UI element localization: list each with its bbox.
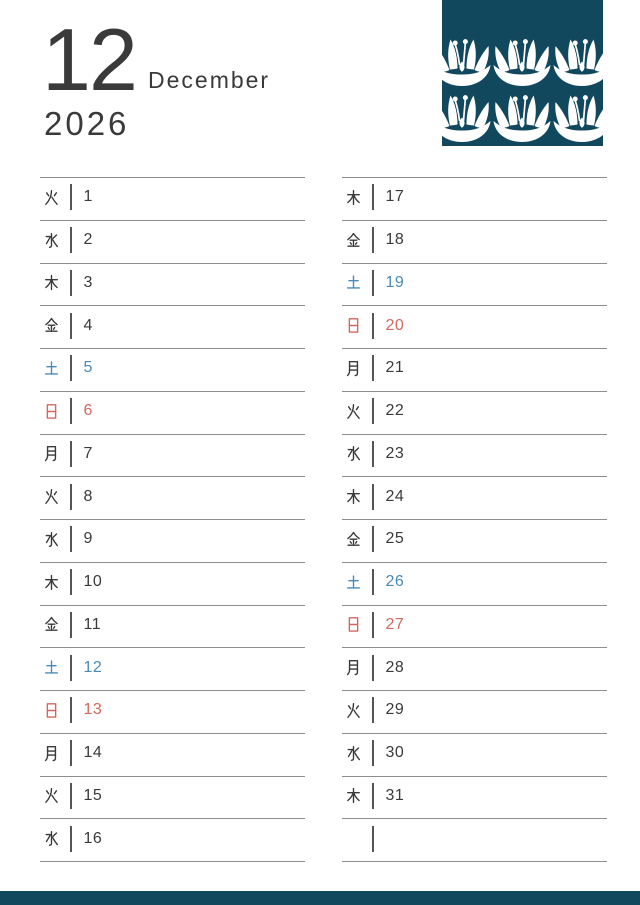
calendar-row-dec-1: [40, 178, 305, 221]
weekday-kanji-mon: [43, 445, 60, 462]
month-name: December: [148, 67, 271, 93]
weekday-kanji-mon: [345, 360, 362, 377]
date-number: 18: [385, 231, 405, 249]
weekday-kanji-wed: [43, 830, 60, 847]
calendar-row-dec-29: [342, 691, 607, 734]
row-separator-bar: [70, 526, 72, 552]
date-number: 24: [385, 487, 405, 505]
date-number: 29: [385, 701, 405, 719]
calendar-row-dec-28: [342, 648, 607, 691]
date-number: 4: [83, 316, 93, 334]
date-number: 7: [83, 444, 93, 462]
weekday-kanji-fri: [43, 317, 60, 334]
calendar-row-dec-5: [40, 349, 305, 392]
date-number: 20: [385, 316, 405, 334]
weekday-kanji-mon: [345, 659, 362, 676]
weekday-kanji-wed: [43, 531, 60, 548]
calendar-row-dec-14: [40, 734, 305, 777]
calendar-row-dec-10: [40, 563, 305, 606]
date-number: 26: [385, 573, 405, 591]
weekday-kanji-fri: [43, 616, 60, 633]
row-separator-bar: [372, 612, 374, 638]
calendar-row-dec-9: [40, 520, 305, 563]
row-separator-bar: [372, 355, 374, 381]
row-separator-bar: [70, 826, 72, 852]
date-number: 27: [385, 615, 405, 633]
weekday-kanji-wed: [345, 745, 362, 762]
calendar-row-dec-6: [40, 392, 305, 435]
calendar-row-dec-22: [342, 392, 607, 435]
date-number: 12: [83, 658, 103, 676]
weekday-kanji-thu: [345, 189, 362, 206]
weekday-kanji-sat: [43, 659, 60, 676]
weekday-kanji-thu: [345, 488, 362, 505]
calendar-row-dec-25: [342, 520, 607, 563]
row-separator-bar: [372, 697, 374, 723]
row-separator-bar: [70, 313, 72, 339]
date-number: 8: [83, 487, 93, 505]
weekday-kanji-blank: [345, 830, 362, 847]
calendar-row-dec-7: [40, 435, 305, 478]
date-number: 31: [385, 786, 405, 804]
lotus-flower-icon: [442, 0, 603, 146]
weekday-kanji-sat: [345, 274, 362, 291]
lotus-pattern-block: [442, 0, 603, 146]
calendar-column-left: [40, 177, 305, 862]
row-separator-bar: [70, 184, 72, 210]
row-separator-bar: [70, 783, 72, 809]
date-number: 21: [385, 359, 405, 377]
weekday-kanji-fri: [345, 531, 362, 548]
date-number: 1: [83, 188, 93, 206]
weekday-kanji-tue: [43, 787, 60, 804]
calendar-row-dec-31: [342, 777, 607, 820]
row-separator-bar: [372, 184, 374, 210]
calendar-column-right: [342, 177, 607, 862]
row-separator-bar: [70, 740, 72, 766]
calendar-row-dec-12: [40, 648, 305, 691]
weekday-kanji-sat: [43, 360, 60, 377]
row-separator-bar: [70, 270, 72, 296]
weekday-kanji-wed: [345, 445, 362, 462]
calendar-row-dec-21: [342, 349, 607, 392]
calendar-row-dec-20: [342, 306, 607, 349]
row-separator-bar: [372, 826, 374, 852]
weekday-kanji-mon: [43, 745, 60, 762]
row-separator-bar: [372, 783, 374, 809]
weekday-kanji-thu: [345, 787, 362, 804]
calendar-row-dec-27: [342, 606, 607, 649]
row-separator-bar: [70, 355, 72, 381]
calendar-row-dec-15: [40, 777, 305, 820]
row-separator-bar: [70, 697, 72, 723]
date-number: 9: [83, 530, 93, 548]
weekday-kanji-thu: [43, 274, 60, 291]
year: 2026: [44, 105, 130, 142]
calendar-row-dec-8: [40, 477, 305, 520]
date-number: 10: [83, 573, 103, 591]
weekday-kanji-sat: [345, 574, 362, 591]
calendar-row-dec-23: [342, 435, 607, 478]
month-number: 12: [42, 10, 136, 109]
calendar-row-dec-2: [40, 221, 305, 264]
row-separator-bar: [372, 740, 374, 766]
row-separator-bar: [70, 441, 72, 467]
calendar-row-dec-17: [342, 178, 607, 221]
date-number: 25: [385, 530, 405, 548]
weekday-kanji-tue: [43, 189, 60, 206]
row-separator-bar: [372, 655, 374, 681]
date-number: 23: [385, 444, 405, 462]
row-separator-bar: [70, 484, 72, 510]
date-number: 6: [83, 402, 93, 420]
weekday-kanji-sun: [345, 317, 362, 334]
date-number: 30: [385, 744, 405, 762]
date-number: 3: [83, 273, 93, 291]
date-number: 2: [83, 231, 93, 249]
row-separator-bar: [372, 484, 374, 510]
weekday-kanji-fri: [345, 232, 362, 249]
row-separator-bar: [70, 569, 72, 595]
row-separator-bar: [372, 526, 374, 552]
row-separator-bar: [70, 398, 72, 424]
row-separator-bar: [70, 655, 72, 681]
footer-accent-bar: [0, 891, 640, 905]
weekday-kanji-tue: [345, 403, 362, 420]
calendar-row-dec-26: [342, 563, 607, 606]
weekday-kanji-tue: [43, 488, 60, 505]
row-separator-bar: [70, 227, 72, 253]
date-number: 13: [83, 701, 103, 719]
weekday-kanji-wed: [43, 232, 60, 249]
row-separator-bar: [372, 313, 374, 339]
weekday-kanji-sun: [43, 702, 60, 719]
date-number: 17: [385, 188, 405, 206]
weekday-kanji-tue: [345, 702, 362, 719]
row-separator-bar: [372, 270, 374, 296]
row-separator-bar: [70, 612, 72, 638]
row-separator-bar: [372, 398, 374, 424]
date-number: 22: [385, 402, 405, 420]
date-number: 16: [83, 829, 103, 847]
calendar-row-empty: [342, 819, 607, 862]
date-number: 28: [385, 658, 405, 676]
weekday-kanji-sun: [345, 616, 362, 633]
calendar-row-dec-16: [40, 819, 305, 862]
date-number: 14: [83, 744, 103, 762]
calendar-row-dec-11: [40, 606, 305, 649]
weekday-kanji-thu: [43, 574, 60, 591]
calendar-row-dec-30: [342, 734, 607, 777]
calendar-row-dec-4: [40, 306, 305, 349]
calendar-row-dec-19: [342, 264, 607, 307]
calendar-row-dec-13: [40, 691, 305, 734]
weekday-kanji-sun: [43, 403, 60, 420]
date-number: 19: [385, 273, 405, 291]
calendar-row-dec-3: [40, 264, 305, 307]
row-separator-bar: [372, 441, 374, 467]
calendar-row-dec-24: [342, 477, 607, 520]
date-number: 15: [83, 786, 103, 804]
row-separator-bar: [372, 569, 374, 595]
row-separator-bar: [372, 227, 374, 253]
date-number: 11: [83, 615, 102, 633]
date-number: 5: [83, 359, 93, 377]
calendar-row-dec-18: [342, 221, 607, 264]
